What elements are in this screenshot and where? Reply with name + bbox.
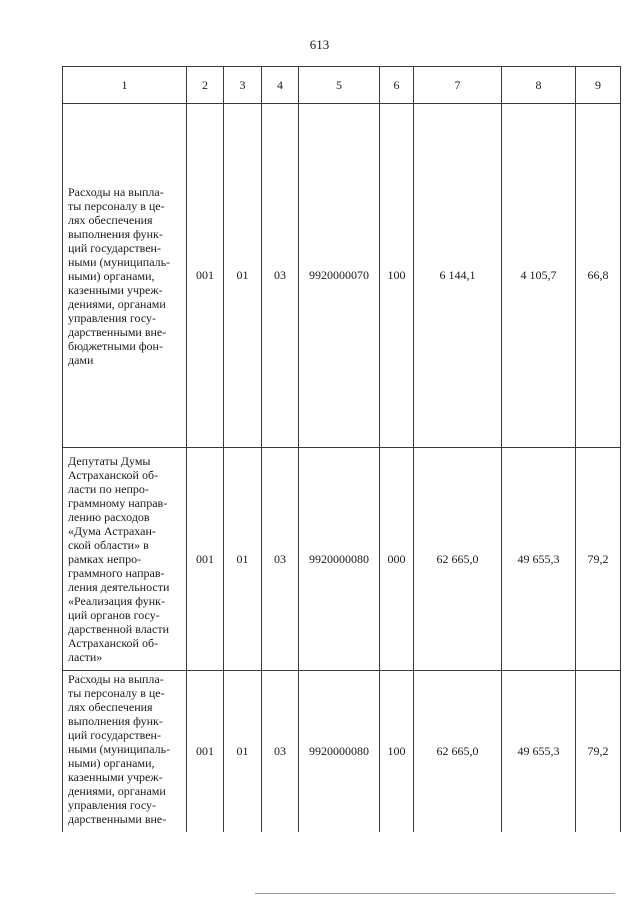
description-line: «Реализация функ-: [68, 594, 165, 608]
cell-ministry: 001: [187, 104, 224, 448]
description-cell: [63, 448, 187, 671]
cell-target-article: 9920000080: [299, 448, 380, 671]
header-cell: 2: [187, 67, 224, 104]
description-line: ления деятельности: [68, 580, 170, 594]
page-number: 613: [309, 37, 330, 52]
header-cell: 3: [224, 67, 262, 104]
table-row: [63, 104, 621, 448]
description-line: ными) органами,: [68, 268, 155, 283]
description-line: казенными учреж-: [68, 770, 163, 784]
cell-ministry: 001: [187, 448, 224, 671]
table-row: [63, 671, 621, 833]
footer-divider: [255, 893, 615, 894]
description-line: ты персоналу в це-: [68, 198, 165, 213]
cell-planned: 62 665,0: [414, 448, 502, 671]
description-line: ными (муниципаль-: [68, 742, 171, 756]
cell-target-article: 9920000080: [299, 671, 380, 833]
description-line: Расходы на выпла-: [68, 184, 164, 199]
description-line: ласти»: [68, 650, 103, 664]
header-row: [63, 67, 621, 104]
description-line: управления госу-: [68, 798, 157, 812]
cell-subsection: 03: [262, 104, 299, 448]
description-line: граммному направ-: [68, 496, 168, 510]
description-line: ными (муниципаль-: [68, 254, 171, 269]
header-cell: 6: [380, 67, 414, 104]
description-line: лению расходов: [68, 510, 150, 524]
description-line: дарственной власти: [68, 622, 170, 636]
cell-actual: 49 655,3: [502, 448, 576, 671]
cell-actual: 4 105,7: [502, 104, 576, 448]
description-cell: [63, 104, 187, 448]
cell-section: 01: [224, 448, 262, 671]
cell-expense-type: 100: [380, 671, 414, 833]
description-line: управления госу-: [68, 310, 157, 325]
cell-section: 01: [224, 104, 262, 448]
cell-expense-type: 100: [380, 104, 414, 448]
description-line: дениями, органами: [68, 784, 166, 798]
description-line: граммного направ-: [68, 566, 165, 580]
description-cell: [63, 671, 187, 833]
description-line: Астраханской об-: [68, 468, 159, 482]
cell-planned: 62 665,0: [414, 671, 502, 833]
description-line: выполнения функ-: [68, 714, 163, 728]
description-line: ласти по непро-: [68, 482, 149, 496]
header-cell: 1: [63, 67, 187, 104]
cell-actual: 49 655,3: [502, 671, 576, 833]
description-line: ций органов госу-: [68, 608, 160, 622]
header-cell: 5: [299, 67, 380, 104]
description-line: Астраханской об-: [68, 636, 159, 650]
description-line: казенными учреж-: [68, 282, 163, 297]
description-line: Расходы на выпла-: [68, 672, 164, 686]
description-line: выполнения функ-: [68, 226, 163, 241]
cell-percent: 79,2: [576, 448, 621, 671]
cell-subsection: 03: [262, 448, 299, 671]
cell-percent: 66,8: [576, 104, 621, 448]
description-line: дарственными вне-: [68, 812, 167, 826]
description-line: бюджетными фон-: [68, 338, 163, 353]
description-line: Депутаты Думы: [68, 454, 151, 468]
description-line: ций государствен-: [68, 240, 161, 255]
description-line: дами: [68, 352, 94, 367]
description-line: дениями, органами: [68, 296, 166, 311]
description-line: «Дума Астрахан-: [68, 524, 156, 538]
cell-subsection: 03: [262, 671, 299, 833]
header-cell: 4: [262, 67, 299, 104]
cell-percent: 79,2: [576, 671, 621, 833]
description-line: ты персоналу в це-: [68, 686, 165, 700]
cell-planned: 6 144,1: [414, 104, 502, 448]
header-cell: 7: [414, 67, 502, 104]
cell-target-article: 9920000070: [299, 104, 380, 448]
description-line: ской области» в: [68, 538, 149, 552]
table-row: [63, 448, 621, 671]
description-line: лях обеспечения: [68, 700, 153, 714]
cell-section: 01: [224, 671, 262, 833]
description-line: лях обеспечения: [68, 212, 153, 227]
description-line: ными) органами,: [68, 756, 155, 770]
header-cell: 8: [502, 67, 576, 104]
cell-ministry: 001: [187, 671, 224, 833]
description-line: ций государствен-: [68, 728, 161, 742]
description-line: рамках непро-: [68, 552, 142, 566]
header-cell: 9: [576, 67, 621, 104]
cell-expense-type: 000: [380, 448, 414, 671]
description-line: дарственными вне-: [68, 324, 167, 339]
budget-table: [62, 66, 621, 832]
